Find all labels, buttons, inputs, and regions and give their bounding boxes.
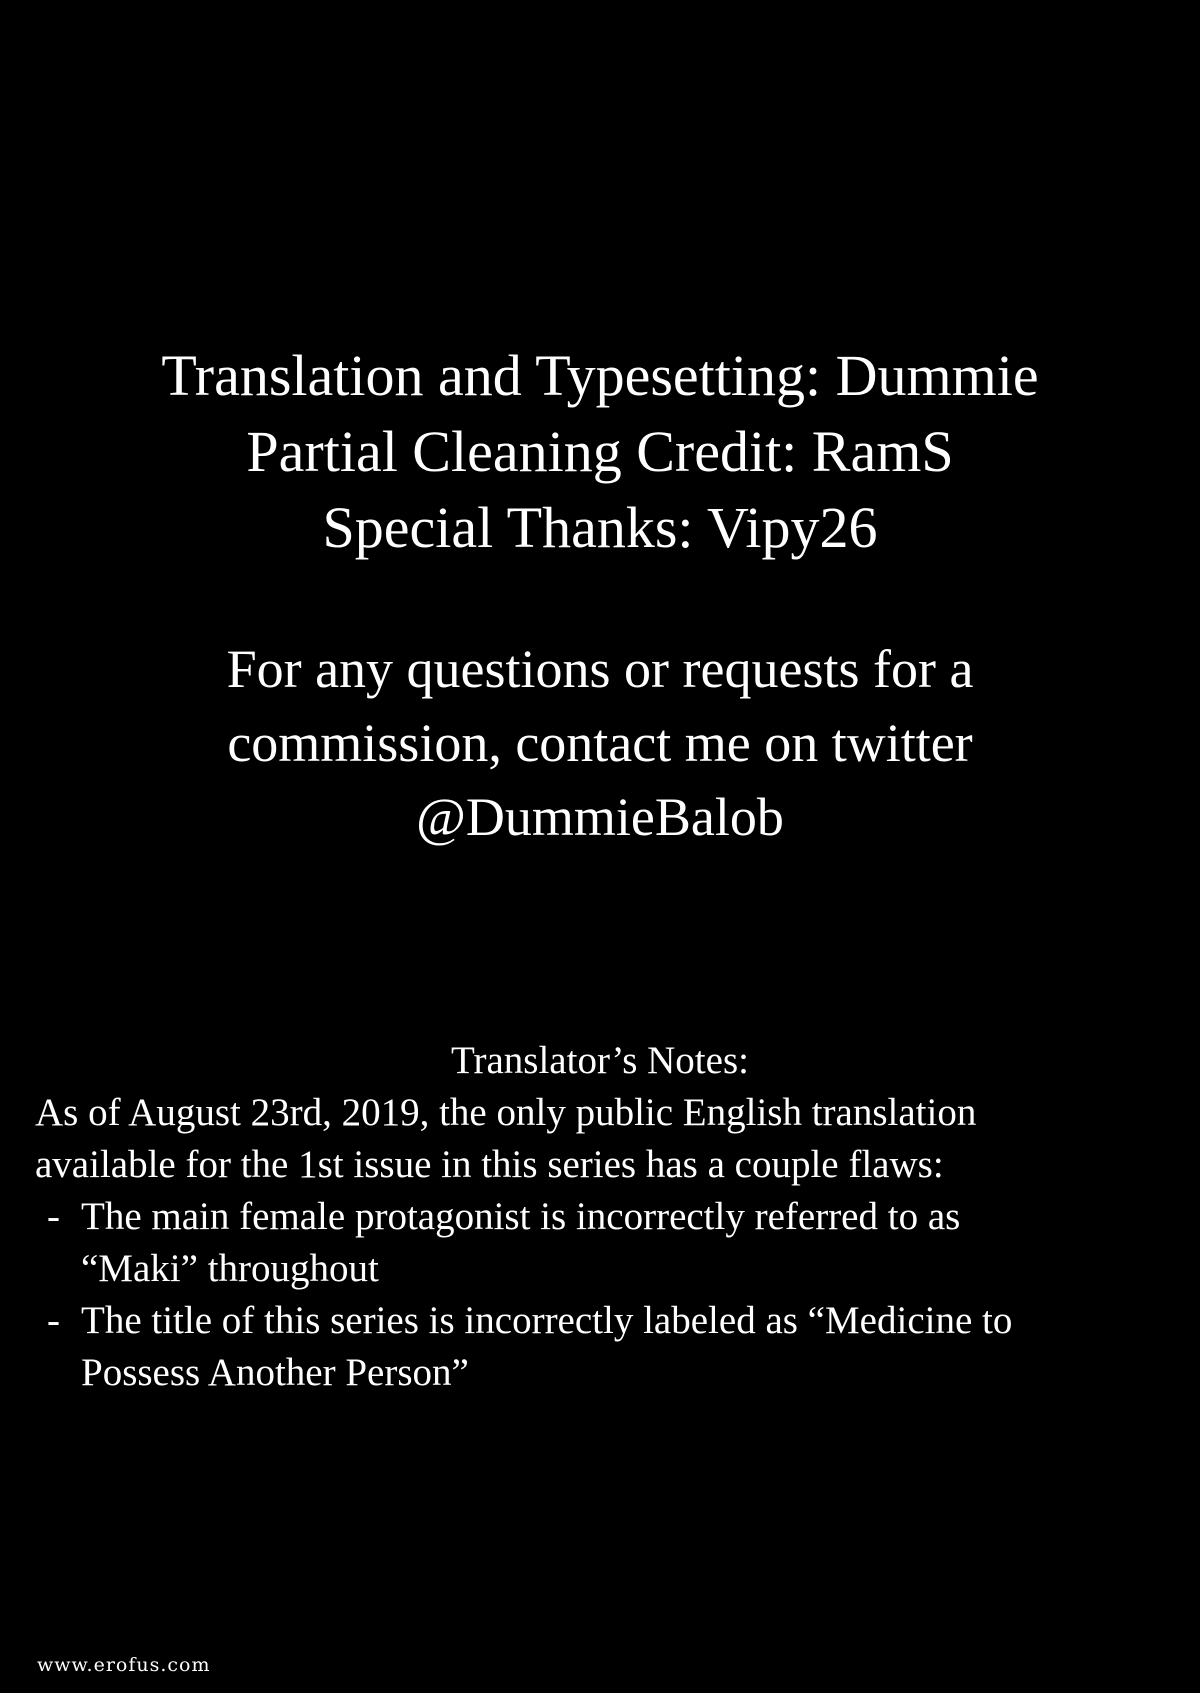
contact-line-2: commission, contact me on twitter: [227, 713, 973, 773]
note-item-line-2: Possess Another Person”: [81, 1351, 469, 1394]
notes-intro-line-1: As of August 23rd, 2019, the only public English translation: [35, 1091, 977, 1134]
credit-cleaning: Partial Cleaning Credit: RamS: [246, 419, 954, 484]
twitter-handle: @DummieBalob: [416, 787, 784, 847]
note-item-line-1: The title of this series is incorrectly labeled as “Medicine to: [81, 1299, 1013, 1342]
bullet-marker: -: [47, 1195, 60, 1238]
note-item-line-2: “Maki” throughout: [81, 1247, 379, 1290]
credits-block: [0, 338, 1200, 566]
contact-line-1: For any questions or requests for a: [226, 639, 974, 699]
notes-intro-line-2: available for the 1st issue in this series has a couple flaws:: [35, 1143, 944, 1186]
note-item-line-1: The main female protagonist is incorrectly referred to as: [81, 1195, 961, 1238]
contact-block: [0, 632, 1200, 854]
list-item: [47, 1191, 1185, 1295]
site-watermark: www.erofus.com: [37, 1654, 211, 1676]
notes-heading: Translator’s Notes:: [451, 1039, 749, 1082]
notes-block: [35, 1087, 1185, 1399]
credit-translation: Translation and Typesetting: Dummie: [161, 343, 1039, 408]
credit-thanks: Special Thanks: Vipy26: [322, 495, 878, 560]
bullet-marker: -: [47, 1299, 60, 1342]
list-item: [47, 1295, 1185, 1399]
